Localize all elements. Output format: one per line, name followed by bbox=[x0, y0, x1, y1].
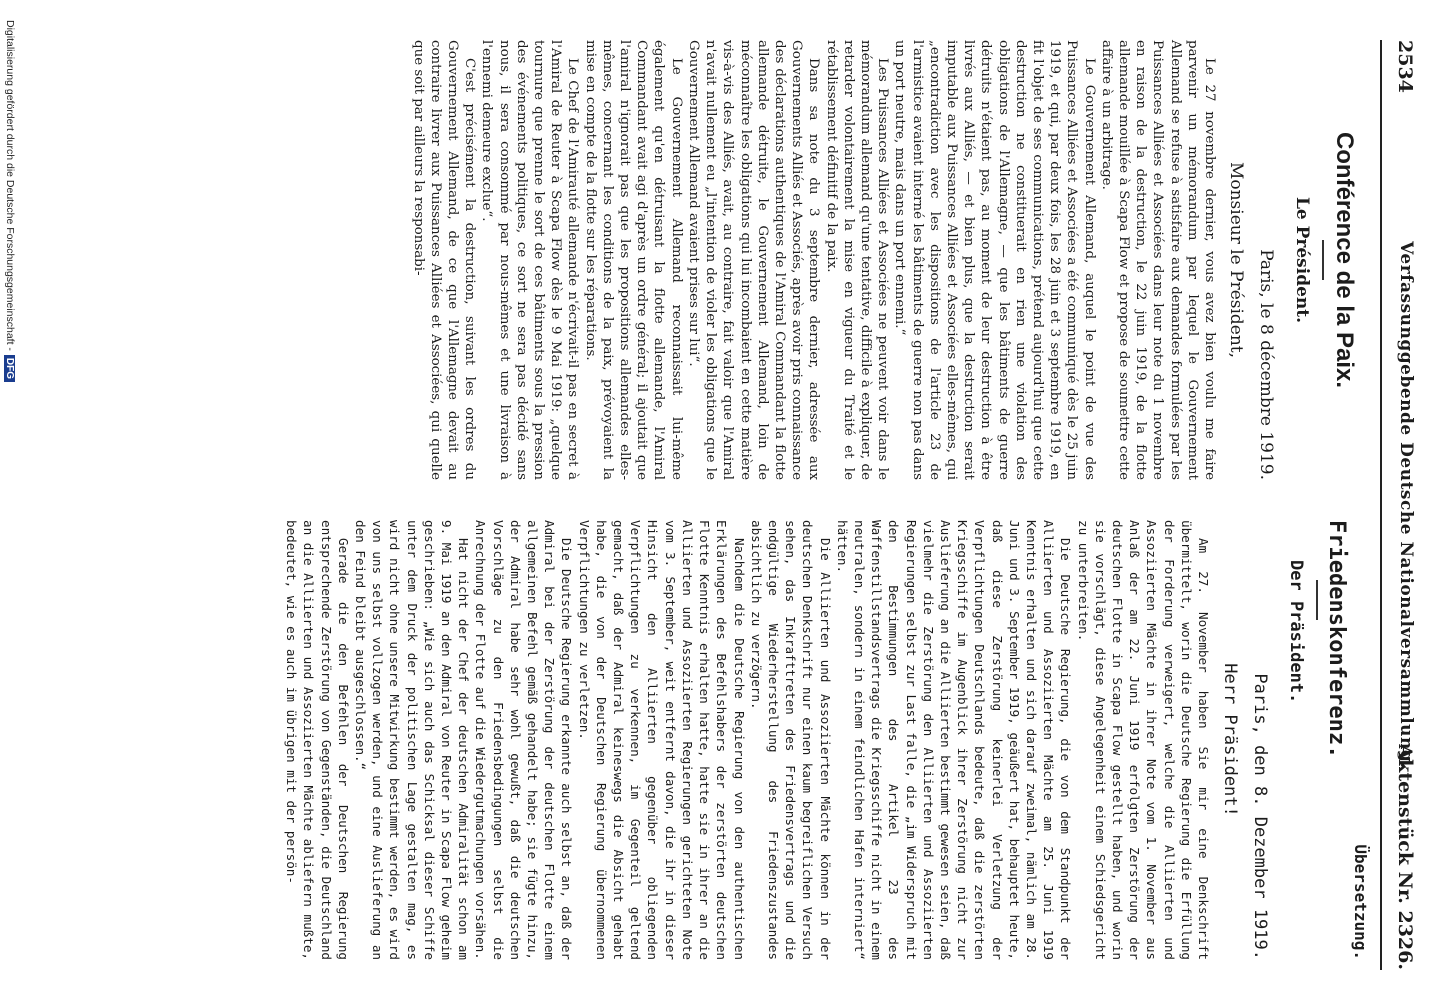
german-paragraph: Die Deutsche Regierung, die von dem Standpunkt der Alliierten und Assoziierten Mächte am 25. Juni 1919 Kenntnis erhalten und sich darauf zweimal, nämlich am 28. Juni und 3. September 1919, geäußert hat, behauptet heute, daß diese Zerstörung keinerlei Verletzung der Verpflichtungen Deutschlands bedeute, daß die zerstörten Kriegsschiffe im Augenblick ihrer Zerstörung nicht zur Auslieferung an die Alliierten bestimmt gewesen seien, daß vielmehr die Zerstörung den Alliierten und Assoziierten Regierungen selbst zur Last falle, die „im Widerspruch mit den Bestimmungen des Artikel 23 des Waffenstillstandsvertrags die Kriegsschiffe nicht in einem neutralen, sondern in einem feindlichen Hafen interniert“ hätten. bbox=[834, 520, 1074, 960]
dfg-logo: DFG bbox=[4, 355, 15, 382]
french-paragraph: Dans sa note du 3 septembre dernier, adressée aux Gouvernements Alliés et Associés, après avoir pris connaissance des déclarations authentiques de l'Amiral Commandant la flotte allemande détruite, le Gouvernement Allemand, loin de méconnaître les obligations qui lui incombaient en cette matière vis-à-vis des Alliés, avait, au contraire, fait valoir que l'Amiral n'avait nullement eu „l'intention de violer les obligations que le Gouvernement Allemand avaient prises sur lui“. bbox=[685, 40, 822, 480]
translation-label: Übersetzung. bbox=[1351, 844, 1370, 960]
french-paragraph: Le 27 novembre dernier, vous avez bien voulu me faire parvenir un mémorandum par lequel le Gouvernement Allemand se refuse à satisfaire aux demandes formulées par les Puissances Alliées et Associées dans leur note du 1 novembre en raison de la destruction, le 22 juin 1919, de la flotte allemande mouillée à Scapa Flow et propose de soumettre cette affaire à un arbitrage. bbox=[1098, 40, 1217, 480]
german-paragraph: Hat nicht der Chef der deutschen Admiralität schon am 9. Mai 1919 an den Admiral von Reuter in Scapa Flow geheim geschrieben: „Wie sich auch das Schicksal dieser Schiffe unter dem Druck der politischen Lage gestalten mag, es wird nicht ohne unsere Mitwirkung bestimmt werden, es wird von uns selbst vollzogen werden, und eine Auslieferung an den Feind bleibt ausgeschlossen.“ bbox=[353, 520, 472, 960]
digitization-credit bbox=[4, 20, 16, 382]
french-column bbox=[409, 40, 1364, 480]
german-paragraph: Gerade die den Befehlen der Deutschen Regierung entsprechende Zerstörung von Gegenständen, die Deutschland an die Alliierten und Assoziierten Mächte abliefern mußte, bedeutet, wie es auch im übrigen mit der persön- bbox=[284, 520, 351, 960]
page-number: 2534 bbox=[1394, 40, 1416, 93]
french-dateline: Paris, le 8 décembre 1919. bbox=[1256, 249, 1276, 480]
heading-rule bbox=[1316, 580, 1318, 620]
running-title: Verfassunggebende Deutsche Nationalversammlung. bbox=[1396, 241, 1416, 769]
french-paragraph: Le Gouvernement Allemand reconnaissait lui-même également qu'en détruisant la flotte allemande, l'Amiral Commandant avait agi d'après un ordre général; il ajoutait que l'amiral n'ignorait pas que les propositions allemandes elles-mêmes, concernant les conditions de la paix, prévoyaient la mise en compte de la flotte sur les réparations. bbox=[582, 40, 684, 480]
french-paragraph: C'est précisément la destruction, suivant les ordres du Gouvernement Allemand, de ce que l'Allemagne devait au contraire livrer aux Puissances Alliées et Associées, qui quelle que soit par ailleurs la responsabi- bbox=[410, 40, 478, 480]
credit-text: Digitalisierung gefördert durch die Deutsche Forschungsgemeinschaft - bbox=[4, 20, 16, 351]
french-paragraph: Le Chef de l'Amirauté allemande n'écrivait-il pas en secret à l'Amiral de Reuter à Scapa Flow dès le 9 Mai 1919: „quelque tournure que prenne le sort de ces bâtiments sous la pression des événements politiques, ce sort ne sera pas décidé sans nous, il sera consommé par nous-mêmes et une livraison à l'ennemi demeure exclue“. bbox=[479, 40, 581, 480]
french-heading: Conférence de la Paix. bbox=[1331, 131, 1358, 389]
german-heading: Friedenskonferenz. bbox=[1324, 520, 1349, 759]
french-paragraph: Le Gouvernement Allemand, auquel le point de vue des Puissances Alliées et Associées a été communiqué dès le 25 juin 1919, et qui, par deux fois, les 28 juin et 3 septembre 1919, en fit l'objet de ses communications, prétend aujourd'hui que cette destruction ne constituerait en rien une violation des obligations de l'Allemagne, — que les bâtiments de guerre détruits n'étaient pas, au moment de leur destruction à être livrés aux Alliés, — et bien plus, que la destruction serait imputable aux Puissances Alliées et Associées elles-mêmes, qui „encontradiction avec les dispositions de l'article 23 de l'armistice avaient interné les bâtiments de guerre non pas dans un port neutre, mais dans un port ennemi.“ bbox=[892, 40, 1097, 480]
french-paragraph: Les Puissances Alliées et Associées ne peuvent voir dans le mémorandum allemand qu'une tentative, difficile à expliquer, de retarder volontairement la mise en vigueur du Traité et le rétablissement définitif de la paix. bbox=[823, 40, 891, 480]
german-paragraph: Am 27. November haben Sie mir eine Denkschrift übermittelt, worin die Deutsche Regierung die Erfüllung der Forderung verweigert, welche die Alliierten und Assoziierten Mächte in ihrer Note vom 1. November aus Anlaß der am 22. Juni 1919 erfolgten Zerstörung der deutschen Flotte in Scapa Flow gestellt haben, und worin sie vorschlägt, diese Angelegenheit einem Schiedsgericht zu unterbreiten. bbox=[1075, 520, 1211, 960]
page-header bbox=[1386, 40, 1416, 970]
french-salutation: Monsieur le Président, bbox=[1226, 161, 1246, 359]
german-salutation: Herr Präsident! bbox=[1220, 663, 1240, 817]
french-subheading: Le Président. bbox=[1292, 196, 1312, 324]
german-subheading: Der Präsident. bbox=[1286, 560, 1306, 704]
document-number: Aktenstück Nr. 2326. bbox=[1394, 744, 1416, 970]
german-paragraph: Die Deutsche Regierung erkannte auch selbst an, daß der Admiral bei der Zerstörung der deutschen Flotte einem allgemeinen Befehl gemäß gehandelt habe; sie fügte hinzu, der Admiral habe sehr wohl gewußt, daß die deutschen Vorschläge zu den Friedensbedingungen selbst die Anrechnung der Flotte auf die Wiedergutmachungen vorsähen. bbox=[473, 520, 575, 960]
heading-rule bbox=[1322, 240, 1324, 280]
german-paragraph: Nachdem die Deutsche Regierung von den authentischen Erklärungen des Befehlshabers der zerstörten deutschen Flotte Kenntnis erhalten hatte, hatte sie in ihrer an die Alliierten und Assoziierten Regierungen gerichteten Note vom 3. September, weit entfernt davon, die ihr in dieser Hinsicht den Alliierten gegenüber obliegenden Verpflichtungen zu verkennen, im Gegenteil geltend gemacht, daß der Admiral keineswegs die Absicht gehabt habe, die von der Deutschen Regierung übernommenen Verpflichtungen zu verletzen. bbox=[576, 520, 747, 960]
german-paragraph: Die Alliierten und Assoziierten Mächte können in der deutschen Denkschrift nur einen kaum begreiflichen Versuch sehen, das Inkrafttreten des Friedensvertrags und die endgültige Wiederherstellung des Friedenszustandes absichtlich zu verzögern. bbox=[748, 520, 833, 960]
german-dateline: Paris, den 8. Dezember 1919. bbox=[1250, 673, 1270, 960]
german-column bbox=[283, 520, 1370, 960]
header-rule bbox=[1380, 40, 1382, 970]
